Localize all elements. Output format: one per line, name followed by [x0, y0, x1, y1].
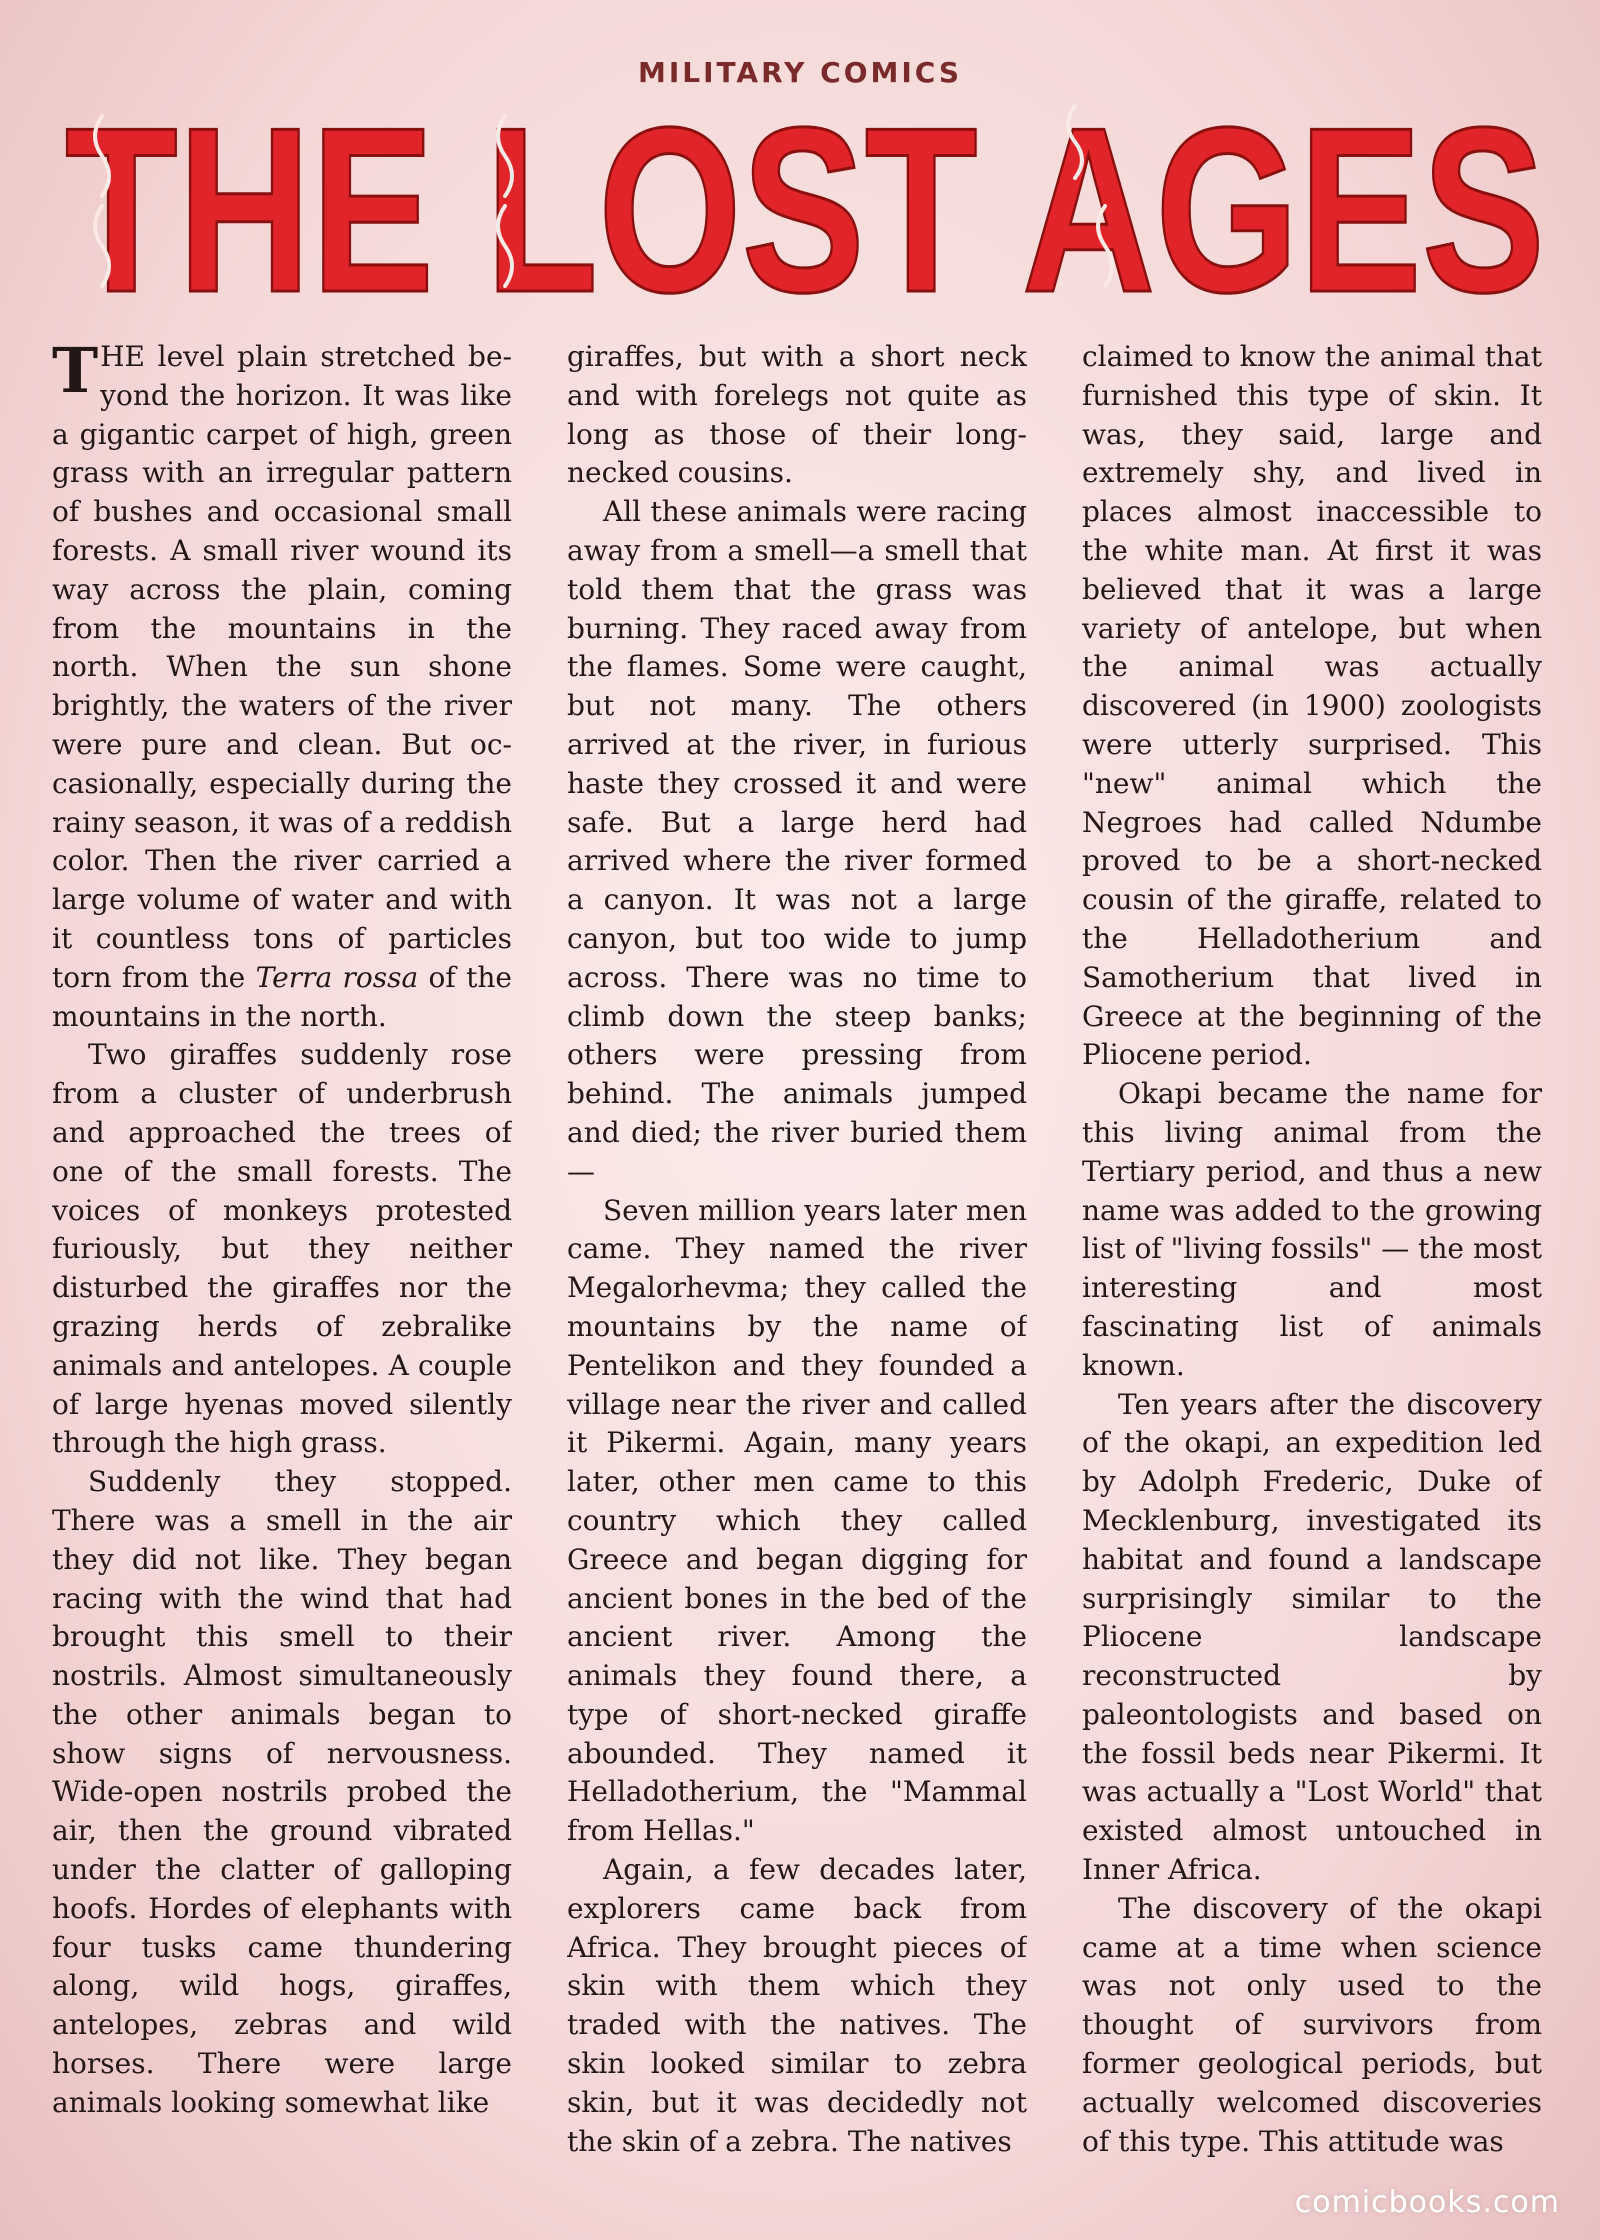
paragraph: Ten years after the discovery of the okapi, an expedition led by Adolph Frederic, Duke of Mecklenburg, investigated its habitat and found a landscape surprisingly similar to the Pliocene landscape reconstructed by paleontologists and based on the fossil beds near Pikermi. It was actually a "Lost World" that existed almost untouched in Inner Africa. [1082, 1387, 1542, 1887]
paragraph: The discovery of the okapi came at a time when science was not only used to the thought of survivors from former geological periods, but actually welcomed discoveries of this type. This attitude was [1082, 1891, 1542, 2158]
paragraph: Two giraffes suddenly rose from a cluster of underbrush and approached the trees of one of the small forests. The voices of monkeys protested furiously, but they neither disturbed the giraffes nor the grazing herds of zebralike animals and antelopes. A couple of large hyenas moved silently through the high grass. [52, 1038, 512, 1460]
drop-cap: T [52, 338, 99, 407]
paragraph: Again, a few decades later, explorers came back from Africa. They brought pieces of skin with them which they traded with the natives. The skin looked similar to zebra skin, but it was decidedly not the skin of a zebra. The natives [567, 1853, 1027, 2158]
article-body [52, 338, 1542, 2158]
paragraph: All these animals were racing away from a smell—a smell that told them that the grass was burning. They raced away from the flames. Some were caught, but not many. The others arrived at the river, in furious haste they crossed it and were safe. But a large herd had arrived where the river formed a canyon. It was not a large canyon, but too wide to jump across. There was no time to climb down the steep banks; others were pressing from behind. The animals jumped and died; the river buried them— [567, 495, 1027, 1188]
page-title [60, 86, 1550, 316]
site-watermark: comicbooks.com [1294, 2185, 1560, 2220]
paragraph: giraffes, but with a short neck and with forelegs not quite as long as those of their long-necked cousins. [567, 340, 1027, 490]
title-text: THE LOST AGES [65, 86, 1545, 316]
paragraph: THE level plain stretched beyond the horizon. It was like a gigantic carpet of high, green grass with an irregular pattern of bushes and occasional small forests. A small river wound its way across the plain, coming from the mountains in the north. When the sun shone brightly, the waters of the river were pure and clean. But occasionally, especially during the rainy season, it was of a reddish color. Then the river carried a large volume of water and with it countless tons of particles torn from the Terra rossa of the mountains in the north. [52, 338, 512, 1033]
paragraph: Suddenly they stopped. There was a smell in the air they did not like. They began racing with the wind that had brought this smell to their nostrils. Almost simultaneously the other animals began to show signs of nervousness. Wide-open nostrils probed the air, then the ground vibrated under the clatter of galloping hoofs. Hordes of elephants with four tusks came thundering along, wild hogs, giraffes, antelopes, zebras and wild horses. There were large animals looking somewhat like [52, 1465, 512, 2119]
column-1 [52, 338, 512, 2158]
column-2 [567, 338, 1027, 2158]
paragraph: Seven million years later men came. They named the river Megalorhevma; they called the mountains by the name of Pentelikon and they founded a village near the river and called it Pikermi. Again, many years later, other men came to this country which they called Greece and began digging for ancient bones in the bed of the ancient river. Among the animals they found there, a type of short-necked giraffe abounded. They named it Helladotherium, the "Mammal from Hellas." [567, 1193, 1027, 1848]
paragraph: Okapi became the name for this living animal from the Tertiary period, and thus a new name was added to the growing list of "living fossils" — the most interesting and most fascinating list of animals known. [1082, 1077, 1542, 1382]
column-3 [1082, 338, 1542, 2158]
paragraph: claimed to know the animal that furnished this type of skin. It was, they said, large and extremely shy, and lived in places almost inaccessible to the white man. At first it was believed that it was a large variety of antelope, but when the animal was actually discovered (in 1900) zoologists were utterly surprised. This "new" animal which the Negroes had called Ndumbe proved to be a short-necked cousin of the giraffe, related to the Helladotherium and Samotherium that lived in Greece at the beginning of the Pliocene period. [1082, 340, 1542, 1072]
title-lettering [60, 86, 1550, 316]
page-header: MILITARY COMICS [637, 56, 963, 89]
